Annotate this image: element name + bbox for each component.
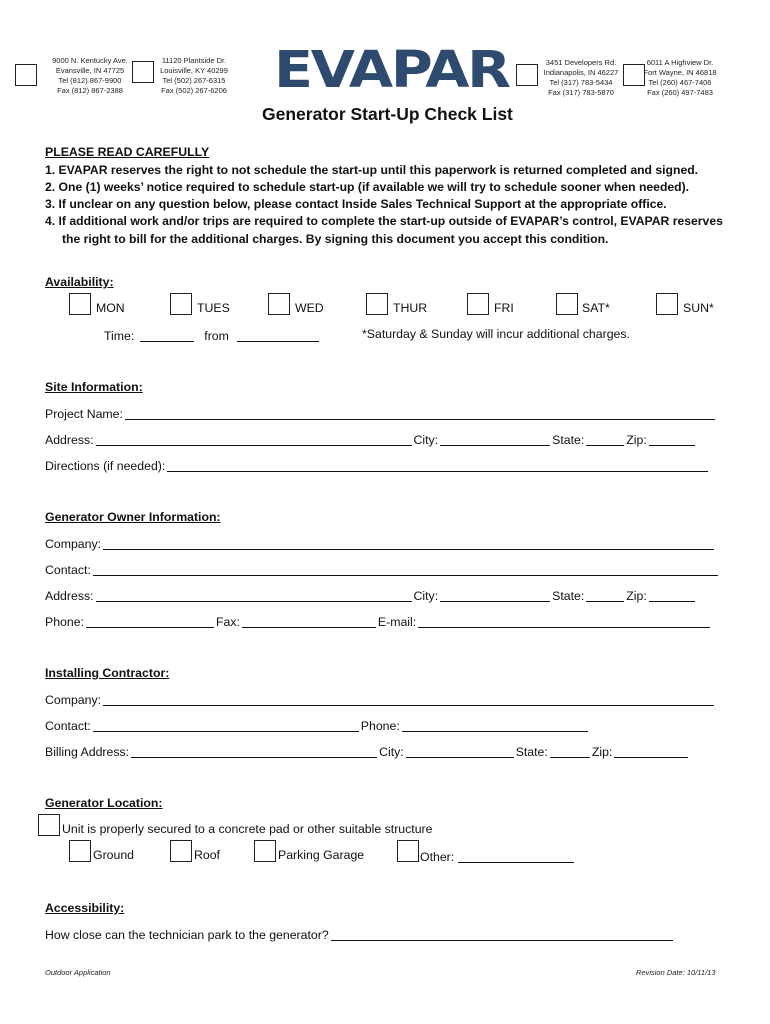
notice-item-3: 3. If unclear on any question below, please contact Inside Sales Technical Support at the appropriate office. [45,197,667,211]
notice-item-4-cont: the right to bill for the additional charges. By signing this document you accept this condition. [62,232,609,246]
contractor-city-field[interactable] [406,745,514,758]
office-indianapolis-address: 3451 Developers Rd. Indianapolis, IN 46227 Tel (317) 783-5434 Fax (317) 783-5870 [543,58,619,97]
owner-phone-field[interactable] [86,615,214,628]
notice-item-4: 4. If additional work and/or trips are required to complete the start-up outside of EVAPAR’s control, EVAPAR reserves [45,214,723,228]
contractor-company-field[interactable] [103,693,714,706]
contractor-state-field[interactable] [550,745,590,758]
project-name-row [45,405,717,421]
owner-heading: Generator Owner Information: [45,510,221,524]
site-address-label: Address: [45,433,94,447]
day-mon-label: MON [96,301,125,315]
owner-contact-row [45,561,720,577]
footer-revision-date: Revision Date: 10/11/13 [636,968,716,977]
parking-distance-row [45,926,675,942]
location-parking-garage-checkbox[interactable] [254,840,276,862]
day-thur-label: THUR [393,301,428,315]
parking-distance-field[interactable] [331,928,673,941]
site-state-field[interactable] [586,433,624,446]
page-title: Generator Start-Up Check List [262,104,513,124]
contractor-contact-label: Contact: [45,719,91,733]
time-row [104,327,321,343]
location-ground-checkbox[interactable] [69,840,91,862]
location-other-label: Other: [420,850,455,864]
contractor-contact-field[interactable] [93,719,359,732]
contractor-state-label: State: [515,745,548,759]
owner-email-field[interactable] [418,615,710,628]
secured-label: Unit is properly secured to a concrete pad or other suitable structure [62,822,433,836]
day-mon-checkbox[interactable] [69,293,91,315]
availability-heading: Availability: [45,275,114,289]
contractor-city-label: City: [379,745,404,759]
owner-zip-label: Zip: [626,589,647,603]
owner-fax-field[interactable] [242,615,376,628]
billing-address-label: Billing Address: [45,745,130,759]
billing-address-field[interactable] [131,745,377,758]
site-city-label: City: [413,433,439,447]
time-label: Time: [104,329,135,343]
location-other-field[interactable] [458,850,574,863]
directions-row [45,457,710,473]
owner-contact-label: Contact: [45,563,91,577]
owner-zip-field[interactable] [649,589,695,602]
site-zip-label: Zip: [626,433,647,447]
site-city-field[interactable] [440,433,550,446]
owner-company-label: Company: [45,537,102,551]
owner-contact-field[interactable] [93,563,718,576]
contractor-zip-label: Zip: [591,745,613,759]
notice-item-1: 1. EVAPAR reserves the right to not schedule the start-up until this paperwork is returned completed and signed. [45,163,699,177]
location-parking-garage-label: Parking Garage [278,848,365,862]
notice-item-2: 2. One (1) weeks’ notice required to schedule start-up (if available we will try to schedule sooner when needed). [45,180,690,194]
footer-application: Outdoor Application [45,968,111,977]
site-address-row [45,431,697,447]
day-thur-checkbox[interactable] [366,293,388,315]
owner-city-label: City: [413,589,439,603]
day-wed-label: WED [295,301,324,315]
owner-address-row [45,587,697,603]
day-sat-checkbox[interactable] [556,293,578,315]
from-field[interactable] [237,329,319,342]
owner-city-field[interactable] [440,589,550,602]
evapar-logo: EVAPAR [274,41,509,100]
location-roof-label: Roof [194,848,220,862]
office-evansville-checkbox[interactable] [15,64,37,86]
contractor-zip-field[interactable] [614,745,688,758]
site-zip-field[interactable] [649,433,695,446]
day-sun-label: SUN* [683,301,714,315]
site-address-field[interactable] [96,433,412,446]
office-louisville-address: 11120 Plantside Dr. Louisville, KY 40299 Tel (502) 267-6315 Fax (502) 267-6206 [160,56,228,95]
owner-email-label: E-mail: [377,615,417,629]
office-fortwayne-address: 6011 A Highview Dr. Fort Wayne, IN 46818 Tel (260) 467-7406 Fax (260) 497-7483 [643,58,717,97]
day-tues-checkbox[interactable] [170,293,192,315]
contractor-contact-row [45,717,590,733]
location-heading: Generator Location: [45,796,163,810]
billing-address-row [45,743,690,759]
site-state-label: State: [552,433,585,447]
project-name-field[interactable] [125,407,715,420]
directions-label: Directions (if needed): [45,459,166,473]
day-sat-label: SAT* [582,301,610,315]
owner-company-row [45,535,716,551]
day-sun-checkbox[interactable] [656,293,678,315]
time-field[interactable] [140,329,194,342]
office-evansville-address: 9000 N. Kentucky Ave. Evansville, IN 47725 Tel (812) 867-9900 Fax (812) 867-2388 [52,56,128,95]
from-label: from [204,329,229,343]
day-tues-label: TUES [197,301,230,315]
day-fri-label: FRI [494,301,514,315]
owner-company-field[interactable] [103,537,714,550]
parking-distance-question: How close can the technician park to the generator? [45,928,329,942]
day-wed-checkbox[interactable] [268,293,290,315]
project-name-label: Project Name: [45,407,123,421]
owner-phone-label: Phone: [45,615,84,629]
location-other-row [420,848,576,864]
owner-fax-label: Fax: [215,615,240,629]
site-heading: Site Information: [45,380,143,394]
weekend-note: *Saturday & Sunday will incur additional charges. [362,327,630,341]
directions-field[interactable] [167,459,708,472]
contractor-company-label: Company: [45,693,102,707]
location-roof-checkbox[interactable] [170,840,192,862]
office-indianapolis-checkbox[interactable] [516,64,538,86]
notice-heading: PLEASE READ CAREFULLY [45,145,210,159]
contractor-phone-field[interactable] [402,719,588,732]
owner-address-field[interactable] [96,589,412,602]
accessibility-heading: Accessibility: [45,901,125,915]
owner-address-label: Address: [45,589,94,603]
office-louisville-checkbox[interactable] [132,61,154,83]
contractor-phone-label: Phone: [360,719,400,733]
secured-checkbox[interactable] [38,814,60,836]
contractor-heading: Installing Contractor: [45,666,170,680]
day-fri-checkbox[interactable] [467,293,489,315]
owner-state-label: State: [552,589,585,603]
contractor-company-row [45,691,716,707]
location-ground-label: Ground [93,848,135,862]
owner-phone-row [45,613,712,629]
owner-state-field[interactable] [586,589,624,602]
location-other-checkbox[interactable] [397,840,419,862]
